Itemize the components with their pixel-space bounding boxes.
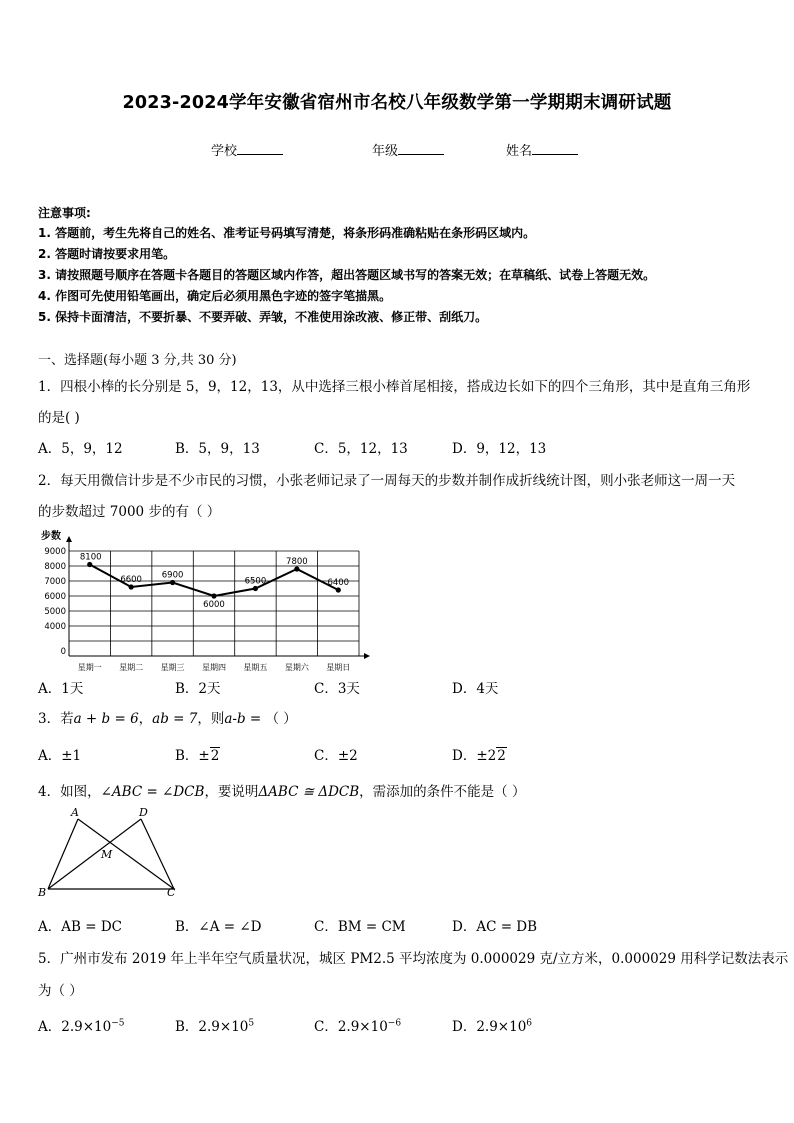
q3-option-b[interactable] bbox=[175, 744, 220, 764]
chart-grid bbox=[66, 536, 370, 659]
page-title: 2023-2024学年安徽省宿州市名校八年级数学第一学期期末调研试题 bbox=[122, 93, 672, 113]
q1-option-d[interactable]: D．9，12，13 bbox=[452, 441, 547, 457]
q5-option-a[interactable] bbox=[38, 1015, 125, 1035]
x-tick-label: 星期一 bbox=[77, 663, 102, 672]
chart-x-ticks bbox=[78, 662, 351, 672]
q2-option-a[interactable]: A．1天 bbox=[38, 681, 84, 697]
q1-option-a[interactable]: A．5，9，12 bbox=[38, 441, 123, 457]
note-item: 5. 保持卡面清洁，不要折暴、不要弄破、弄皱，不准使用涂改液、修正带、刮纸刀。 bbox=[38, 310, 488, 324]
data-label: 6000 bbox=[203, 600, 225, 610]
name-blank[interactable] bbox=[532, 141, 578, 155]
point-label-a: A bbox=[71, 806, 79, 819]
y-tick-label: 6000 bbox=[44, 592, 66, 602]
q2-stem-line1: 2．每天用微信计步是不少市民的习惯，小张老师记录了一周每天的步数并制作成折线统计图，则小张老师这一周一天 bbox=[38, 473, 736, 489]
q2-option-b[interactable]: B．2天 bbox=[175, 681, 221, 697]
q1-option-b[interactable]: B．5，9，13 bbox=[175, 441, 260, 457]
q5-option-c[interactable] bbox=[314, 1015, 401, 1035]
point-label-c: C bbox=[167, 886, 176, 899]
data-label: 7800 bbox=[286, 557, 308, 567]
x-tick-label: 星期二 bbox=[119, 663, 144, 672]
data-label: 6900 bbox=[161, 570, 184, 581]
q1-stem-line1: 1．四根小棒的长分别是 5，9，12，13，从中选择三根小棒首尾相接，搭成边长如下的四个三角形，其中是直角三角形 bbox=[38, 379, 751, 395]
q5-stem-line2: 为（ ） bbox=[38, 983, 83, 999]
note-item: 2. 答题时请按要求用笔。 bbox=[38, 247, 176, 261]
data-point bbox=[87, 562, 92, 567]
line-bd bbox=[48, 819, 141, 889]
x-tick-label: 星期三 bbox=[160, 663, 185, 672]
q3-option-d-text: D．±2 bbox=[452, 748, 497, 764]
x-tick-label: 星期六 bbox=[284, 663, 309, 672]
data-point bbox=[336, 587, 341, 592]
q3-expr-c: a-b bbox=[224, 711, 246, 727]
point-label-b: B bbox=[38, 886, 47, 899]
q5-option-d-text: D．2.9×10 bbox=[452, 1019, 527, 1035]
q5-option-b-text: B．2.9×10 bbox=[175, 1019, 249, 1035]
data-label: 6500 bbox=[244, 576, 267, 587]
data-label: 8100 bbox=[79, 552, 102, 563]
y-tick-label: 5000 bbox=[44, 607, 66, 617]
q4-prefix: 4．如图， bbox=[38, 784, 101, 800]
q5-option-d-exp: 6 bbox=[526, 1018, 533, 1029]
y-tick-label: 4000 bbox=[44, 622, 66, 632]
q3-option-b-text: B．± bbox=[175, 748, 210, 764]
q5-option-c-text: C．2.9×10 bbox=[314, 1019, 388, 1035]
q2-stem-line2: 的步数超过 7000 步的有（ ） bbox=[38, 504, 221, 520]
q5-option-c-exp: −6 bbox=[387, 1018, 402, 1029]
q4-stem bbox=[38, 780, 525, 800]
data-point bbox=[129, 584, 134, 589]
data-label: 6600 bbox=[120, 575, 142, 585]
note-item: 3. 请按照题号顺序在答题卡各题目的答题区域内作答，超出答题区域书写的答案无效；在草稿纸、试卷上答题无效。 bbox=[38, 268, 656, 282]
name-label: 姓名 bbox=[506, 144, 533, 159]
q4-option-c[interactable]: C．BM = CM bbox=[314, 919, 406, 935]
data-point bbox=[170, 580, 175, 585]
q3-expr-b: ab = 7 bbox=[152, 711, 198, 727]
x-axis-arrow bbox=[364, 653, 370, 659]
note-item: 4. 作图可先使用铅笔画出，确定后必须用黑色字迹的签字笔描黑。 bbox=[38, 289, 392, 303]
data-label: 6400 bbox=[327, 578, 350, 588]
q3-option-d[interactable] bbox=[452, 744, 507, 764]
y-tick-label: 9000 bbox=[44, 547, 66, 557]
q3-option-a[interactable]: A．±1 bbox=[38, 748, 82, 764]
q4-congruence: ΔABC ≅ ΔDCB bbox=[258, 784, 360, 800]
y-tick-label: 8000 bbox=[44, 562, 66, 572]
steps-line-chart bbox=[36, 526, 366, 672]
q5-stem-line1: 5．广州市发布 2019 年上半年空气质量状况，城区 PM2.5 平均浓度为 0.000029 克/立方米，0.000029 用科学记数法表示 bbox=[38, 951, 789, 967]
chart-y-label: 步数 bbox=[41, 531, 61, 542]
y-tick-label: 7000 bbox=[44, 577, 66, 587]
notes-heading: 注意事项: bbox=[38, 206, 91, 220]
q5-option-b[interactable] bbox=[175, 1015, 254, 1035]
chart-y-ticks bbox=[44, 547, 66, 657]
q3-stem bbox=[38, 707, 297, 727]
q5-option-a-exp: −5 bbox=[111, 1018, 125, 1029]
section-heading: 一、选择题(每小题 3 分,共 30 分) bbox=[38, 353, 237, 368]
q4-mid: ，要说明 bbox=[204, 784, 259, 800]
q3-option-d-sqrt: 2 bbox=[497, 748, 506, 764]
x-tick-label: 星期五 bbox=[243, 663, 268, 672]
q3-suffix: = （ ） bbox=[245, 711, 297, 727]
q5-option-b-exp: 5 bbox=[248, 1018, 255, 1029]
q3-prefix: 3．若 bbox=[38, 711, 74, 727]
q4-suffix: ，需添加的条件不能是（ ） bbox=[359, 784, 526, 800]
q2-option-c[interactable]: C．3天 bbox=[314, 681, 360, 697]
point-label-d: D bbox=[139, 806, 148, 819]
grade-label: 年级 bbox=[372, 144, 399, 159]
q1-stem-line2: 的是( ) bbox=[38, 410, 80, 426]
triangle-figure bbox=[34, 806, 184, 898]
grade-field bbox=[372, 140, 444, 159]
q1-option-c[interactable]: C．5，12，13 bbox=[314, 441, 408, 457]
school-label: 学校 bbox=[211, 144, 238, 159]
line-dc bbox=[141, 819, 174, 889]
q4-option-b[interactable]: B．∠A = ∠D bbox=[175, 919, 262, 935]
x-tick-label: 星期四 bbox=[202, 663, 226, 672]
data-point bbox=[253, 586, 258, 591]
q2-option-d[interactable]: D．4天 bbox=[452, 681, 499, 697]
q4-option-d[interactable]: D．AC = DB bbox=[452, 919, 538, 935]
school-blank[interactable] bbox=[237, 141, 283, 155]
q4-condition: ∠ABC = ∠DCB bbox=[100, 784, 205, 800]
q3-expr-a: a + b = 6 bbox=[73, 711, 139, 727]
y-tick-label: 0 bbox=[60, 647, 66, 657]
q5-option-d[interactable] bbox=[452, 1015, 532, 1035]
q3-sep: ， bbox=[138, 711, 153, 727]
x-tick-label: 星期日 bbox=[326, 663, 351, 672]
y-axis-arrow bbox=[66, 536, 72, 542]
data-point bbox=[211, 593, 216, 598]
q5-option-a-text: A．2.9×10 bbox=[38, 1019, 112, 1035]
note-item: 1. 答题前，考生先将自己的姓名、准考证号码填写清楚，将条形码准确粘贴在条形码区域内。 bbox=[38, 226, 536, 240]
q3-option-b-sqrt: 2 bbox=[210, 748, 220, 764]
grade-blank[interactable] bbox=[398, 141, 444, 155]
q3-mid: ，则 bbox=[197, 711, 225, 727]
line-ac bbox=[78, 819, 174, 889]
q4-option-a[interactable]: A．AB = DC bbox=[38, 919, 122, 935]
school-field bbox=[211, 140, 283, 159]
line-ba bbox=[48, 819, 78, 889]
name-field bbox=[506, 140, 578, 159]
q3-option-c[interactable]: C．±2 bbox=[314, 748, 358, 764]
data-point bbox=[294, 566, 299, 571]
point-label-m: M bbox=[101, 848, 113, 861]
